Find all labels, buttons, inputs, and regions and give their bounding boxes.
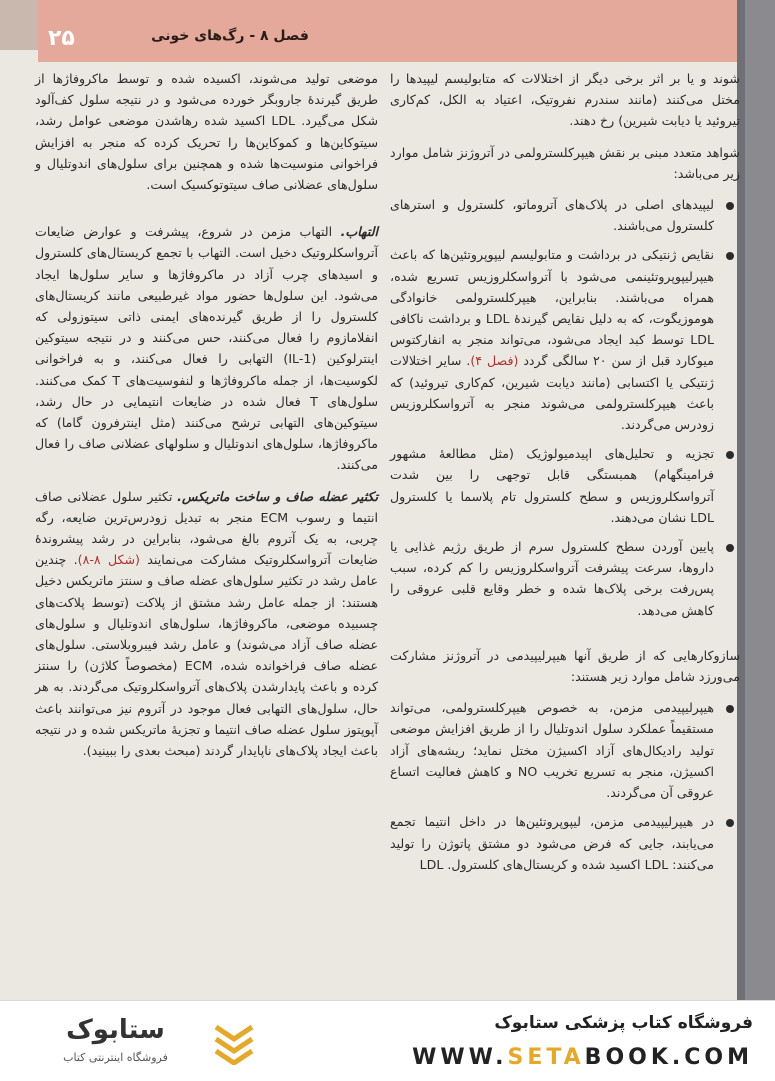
list-item xyxy=(390,244,714,435)
paragraph-text: التهاب مزمن در شروع، پیشرفت و عوارض ضایعات آترواسکلروتیک دخیل است. التهاب با تجمع کریستال‌های کلسترول و اسیدهای چرب آزاد در ماکروفاژها و سایر سلول‌ها ایجاد می‌شود. این سلول‌ها حضور مواد غیرطبیعی مانند کریستال‌های کلسترول را از طریق گیرنده‌های ایمنی ذاتی سیتوزولی که انفلامازوم را فعال می‌کنند، حس می‌کنند و در نتیجه سیتوکین اینترلوکین (IL-1) التهابی را فعال می‌کنند، و به فراخوانی لکوسیت‌ها، از جمله ماکروفاژها و لنفوسیت‌های T کمک می‌کنند. سلول‌های T فعال شده در ضایعات انتیمایی در حال رشد، سیتوکین‌های التهابی ترشح می‌کنند (مثل اینترفرون گاما) که ماکروفاژها، سلول‌های اندوتلیال و سلولهای عضلانی صاف را فعال می‌کنند. xyxy=(35,224,379,473)
paragraph-text: . چندین عامل رشد در تکثیر سلول‌های عضله صاف و سنتز ماتریکس دخیل هستند: از جمله عامل رشد مشتق از پلاکت (توسط پلاکت‌های چسبیده موضعی، ماکروفاژها، سلول‌های اندوتلیال و سلول‌های عضله صاف آزاد می‌شوند) و عامل رشد فیبروبلاستی. سلول‌های عضله صاف فراخوانده شده، ECM (مخصوصاً کلاژن) را سنتز کرده و باعث پایدارشدن پلاک‌های آترواسکلروتیک می‌گردند. به هر حال، سلول‌های التهابی فعال موجود در آتروم نیز می‌توانند باعث آپوپتوز سلول عضله صاف انتیما و تجزیهٔ ماتریکس شده و در نتیجه باعث ایجاد پلاک‌های ناپایدار گردند (مبحث بعدی را ببینید). xyxy=(35,552,378,759)
list-item xyxy=(390,443,714,528)
list-item xyxy=(390,697,714,803)
mechanism-list xyxy=(390,697,740,875)
list-item-text: نقایص ژنتیکی در برداشت و متابولیسم لیپوپروتئین‌ها که باعث هیپرلیپوپروتئینمی می‌شود با آترواسکلروزیس تسریع شده، همراه می‌باشند. بنابراین، هیپرکلسترولمی خانوادگی هوموزیگوت، که به دلیل نقایص گیرندهٔ LDL و برداشت ناکافی LDL توسط کبد ایجاد می‌شود، می‌تواند منجر به انفارکتوس میوکارد قبل از سن ۲۰ سالگی گردد xyxy=(390,247,715,369)
url-accent: SETA xyxy=(507,1045,585,1070)
list-item-text: . سایر اختلالات ژنتیکی یا اکتسابی (مانند دیابت شیرین، کم‌کاری تیروئید) که باعث هیپرکلسترولمی می‌شوند منجر به آترواسکلروزیس زودرس می‌گردند. xyxy=(390,353,714,433)
paragraph-text: تکثیر سلول عضلانی صاف انتیما و رسوب ECM منجر به تبدیل زودرس‌ترین ضایعه، رگه چربی، به یک آتروم بالغ می‌شود، بنابراین در رشد پیشروندهٔ ضایعات آترواسکلروتیک مشارکت می‌نمایند xyxy=(35,488,379,568)
store-logo-text: ستابوک xyxy=(66,1015,165,1045)
url-prefix: WWW. xyxy=(412,1045,508,1070)
url-suffix: BOOK.COM xyxy=(584,1045,753,1070)
store-url[interactable] xyxy=(412,1045,753,1070)
list-item xyxy=(390,811,714,875)
inflammation-heading: التهاب. xyxy=(340,224,378,240)
paragraph xyxy=(35,486,378,762)
paragraph xyxy=(35,221,378,475)
paragraph: سازوکارهایی که از طریق آنها هیپرلیپیدمی در آتروژنز مشارکت می‌ورزد شامل موارد زیر هستند: xyxy=(390,647,740,685)
left-column xyxy=(35,68,378,771)
corner-thumbnail xyxy=(0,0,38,50)
list-item-text: تجزیه و تحلیل‌های اپیدمیولوژیک (مثل مطالعهٔ مشهور فرامینگهام) همبستگی قابل توجهی را بین شدت آترواسکلروزیس و سطح کلسترول تام پلاسما یا کلسترول LDL نشان می‌دهند. xyxy=(390,446,714,525)
chapter-title: فصل ۸ - رگ‌های خونی xyxy=(151,28,309,44)
list-item xyxy=(390,194,714,236)
list-item-text: پایین آوردن سطح کلسترول سرم از طریق رژیم غذایی یا داروها، سرعت پیشرفت آترواسکلروزیس را کم کرده، سبب پس‌رفت برخی پلاک‌ها شده و خطر وقایع قلبی عروقی را کاهش می‌دهد. xyxy=(390,539,714,618)
list-item-text: لیپیدهای اصلی در پلاک‌های آتروماتو، کلسترول و استرهای کلسترول می‌باشند. xyxy=(390,197,714,234)
paragraph: شوند و یا بر اثر برخی دیگر از اختلالات که متابولیسم لیپیدها را مختل می‌کنند (مانند سندرم نفروتیک، اعتیاد به الکل، کم‌کاری تیروئید یا دیابت شیرین) رخ دهند. xyxy=(390,71,740,129)
chapter-reference: (فصل ۴) xyxy=(470,353,519,369)
store-footer xyxy=(0,1000,775,1081)
evidence-list xyxy=(390,194,740,621)
figure-reference: (شکل ۸-۸) xyxy=(77,552,140,568)
list-item-text: در هیپرلیپیدمی مزمن، لیپوپروتئین‌ها در داخل انتیما تجمع می‌یابند، جایی که فرض می‌شود دو مشتق پاتوژن را تولید می‌کنند: LDL اکسید شده و کریستال‌های کلسترول. LDL xyxy=(390,814,714,872)
list-item xyxy=(390,536,714,621)
spacer xyxy=(35,205,378,221)
store-logo-subtitle: فروشگاه اینترنتی کتاب xyxy=(63,1051,168,1064)
spacer xyxy=(390,629,740,645)
paragraph: شواهد متعدد مبنی بر نقش هیپرکلسترولمی در آتروژنز شامل موارد زیر می‌باشد: xyxy=(390,144,740,181)
proliferation-heading: تکثیر عضله صاف و ساخت ماتریکس. xyxy=(177,488,378,504)
store-name: فروشگاه کتاب پزشکی ستابوک xyxy=(494,1013,753,1033)
right-column xyxy=(390,68,740,883)
chevron-stack-icon xyxy=(210,1017,258,1065)
paragraph: موضعی تولید می‌شوند، اکسیده شده و توسط ماکروفاژها از طریق گیرندهٔ جاروبگر خورده می‌شود و در نتیجه سلول کف‌آلود شکل می‌گیرد. LDL اکسید شده رهاشدن موضعی عوامل رشد، سیتوکاین‌ها و کموکاین‌ها را تحریک کرده که منجر به افزایش فراخوانی منوسیت‌ها شده و همچنین برای سلول‌های اندوتلیال و سلول‌های عضلانی صاف سیتوتوکسیک است. xyxy=(35,71,378,193)
list-item-text: هیپرلیپیدمی مزمن، به خصوص هیپرکلسترولمی، می‌تواند مستقیماً عملکرد سلول اندوتلیال را از طریق افزایش موضعی تولید رادیکال‌های آزاد اکسیژن مختل نماید؛ ریشه‌های آزاد اکسیژن، منجر به تسریع تخریب NO و کاهش فعالیت اتساع عروقی آن می‌گردند. xyxy=(390,700,715,801)
page-edge xyxy=(745,0,775,1000)
page-number: ۲۵ xyxy=(48,26,75,51)
